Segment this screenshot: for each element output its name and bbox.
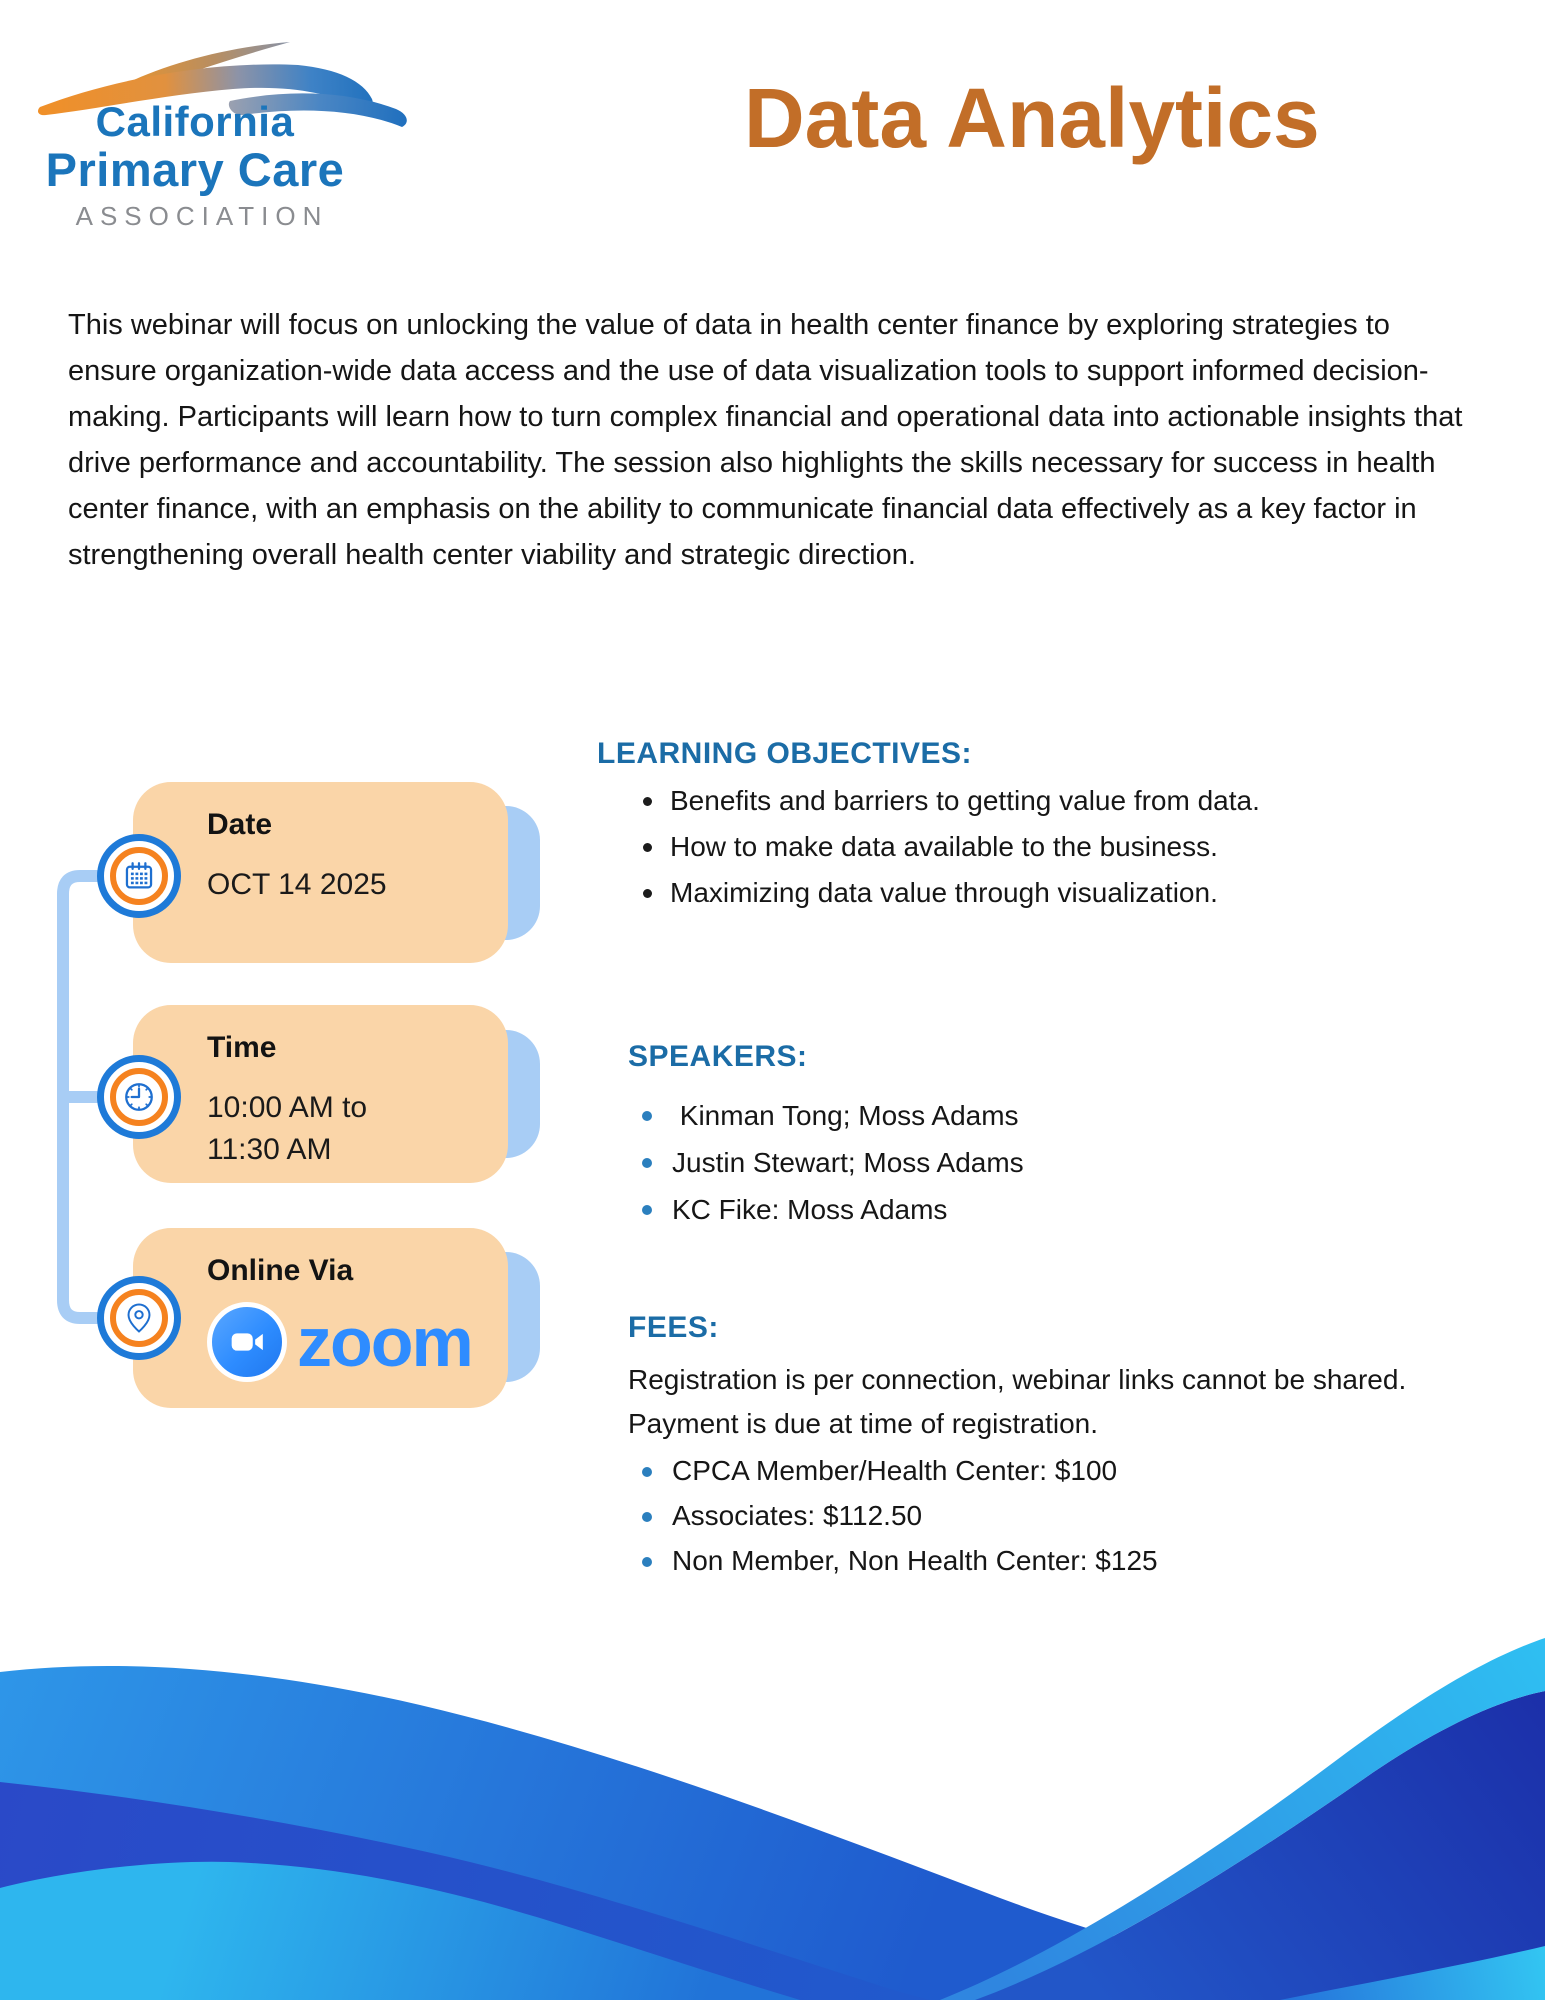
intro-paragraph: This webinar will focus on unlocking the value of data in health center finance by exploring strategies to ensure organization-wide data access and the use of data visualization tools to support informed decision-making. Participants will learn how to turn complex financial and operational data into actionable insights that drive performance and accountability. The session also highlights the skills necessary for success in health center finance, with an emphasis on the ability to communicate financial data effectively as a key factor in strengthening overall health center viability and strategic direction. bbox=[68, 309, 1463, 571]
time-badge bbox=[97, 1055, 181, 1139]
speakers-list bbox=[628, 1092, 1428, 1233]
list-item: CPCA Member/Health Center: $100 bbox=[628, 1448, 1458, 1493]
date-card bbox=[133, 782, 508, 963]
cpca-logo bbox=[30, 100, 360, 230]
clock-icon bbox=[110, 1068, 168, 1126]
zoom-logo bbox=[207, 1302, 488, 1382]
time-card-label: Time bbox=[207, 1031, 277, 1064]
zoom-camera-icon bbox=[207, 1302, 287, 1382]
location-pin-icon bbox=[110, 1289, 168, 1347]
learning-objectives-list bbox=[597, 778, 1427, 916]
calendar-icon bbox=[110, 847, 168, 905]
speakers-heading: SPEAKERS: bbox=[628, 1040, 808, 1073]
online-card-label: Online Via bbox=[207, 1254, 354, 1287]
bottom-wave-decoration bbox=[0, 1500, 1545, 2000]
list-item: Justin Stewart; Moss Adams bbox=[628, 1139, 1428, 1186]
learning-objectives-section bbox=[597, 737, 1427, 916]
time-card bbox=[133, 1005, 508, 1183]
online-badge bbox=[97, 1276, 181, 1360]
list-item: Maximizing data value through visualization. bbox=[597, 870, 1427, 916]
page-title: Data Analytics bbox=[744, 71, 1320, 165]
learning-objectives-heading: LEARNING OBJECTIVES: bbox=[597, 737, 973, 770]
logo-primary-care: Primary Care bbox=[45, 142, 345, 196]
logo-california: California bbox=[95, 98, 295, 145]
date-badge bbox=[97, 834, 181, 918]
speakers-section bbox=[628, 1040, 1428, 1233]
list-item: How to make data available to the business. bbox=[597, 824, 1427, 870]
date-card-value: OCT 14 2025 bbox=[207, 868, 387, 901]
list-item: Benefits and barriers to getting value from data. bbox=[597, 778, 1427, 824]
logo-association: ASSOCIATION bbox=[75, 200, 329, 231]
date-card-label: Date bbox=[207, 808, 273, 841]
list-item: Associates: $112.50 bbox=[628, 1493, 1458, 1538]
time-card-value: 10:00 AM to 11:30 AM bbox=[207, 1091, 368, 1166]
list-item: Kinman Tong; Moss Adams bbox=[628, 1092, 1428, 1139]
zoom-wordmark: zoom bbox=[297, 1303, 472, 1381]
fees-description: Registration is per connection, webinar links cannot be shared. Payment is due at time of registration. bbox=[628, 1364, 1407, 1439]
online-card bbox=[133, 1228, 508, 1408]
fees-heading: FEES: bbox=[628, 1311, 719, 1344]
list-item: Non Member, Non Health Center: $125 bbox=[628, 1538, 1458, 1583]
list-item: KC Fike: Moss Adams bbox=[628, 1186, 1428, 1233]
